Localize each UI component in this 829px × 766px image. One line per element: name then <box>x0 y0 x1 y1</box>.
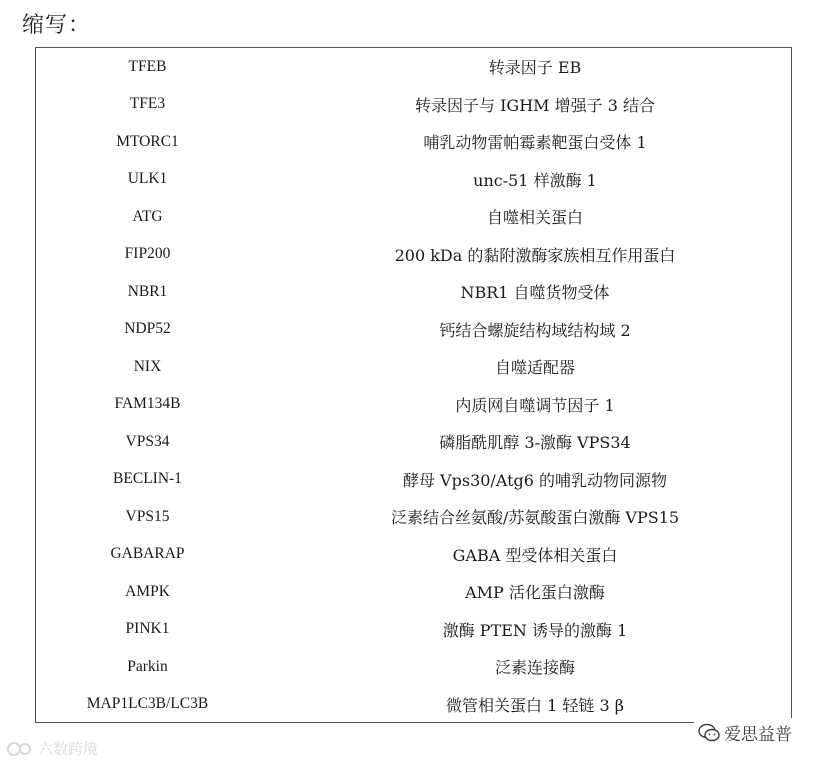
abbreviation-cell: FAM134B <box>114 395 181 412</box>
abbreviation-cell: ULK1 <box>127 170 168 187</box>
full-name-cell: 200 kDa 的黏附激酶家族相互作用蛋白 <box>394 245 676 265</box>
watermark-right <box>694 718 796 747</box>
full-name-cell: 激酶 PTEN 诱导的激酶 1 <box>442 620 628 640</box>
full-name-cell: 泛素连接酶 <box>494 658 575 677</box>
full-name-cell: 自噬适配器 <box>494 358 575 377</box>
abbreviation-cell: NBR1 <box>127 282 168 300</box>
table-row <box>36 123 791 160</box>
table-row <box>36 686 791 723</box>
full-name-cell: 钙结合螺旋结构域结构域 2 <box>439 320 631 340</box>
table-row <box>36 386 791 423</box>
full-name-cell: 转录因子 EB <box>488 58 582 77</box>
table-row <box>36 461 791 498</box>
table-row <box>36 86 791 123</box>
table-row <box>36 611 791 648</box>
table-row <box>36 423 791 460</box>
table-row <box>36 648 791 685</box>
abbreviation-cell: TFEB <box>128 57 167 75</box>
watermark-right-text: 爱思益普 <box>724 725 792 745</box>
full-name-cell: AMP 活化蛋白激酶 <box>465 583 605 602</box>
full-name-cell: 哺乳动物雷帕霉素靶蛋白受体 1 <box>423 133 647 152</box>
watermark-logo-icon <box>6 741 34 757</box>
abbreviation-table <box>35 47 792 723</box>
abbreviation-cell: PINK1 <box>125 620 170 637</box>
abbreviation-cell: MTORC1 <box>116 132 179 150</box>
full-name-cell: GABA 型受体相关蛋白 <box>452 545 618 565</box>
abbreviation-cell: TFE3 <box>129 95 166 112</box>
abbreviation-cell: GABARAP <box>110 545 185 562</box>
full-name-cell: 转录因子与 IGHM 增强子 3 结合 <box>415 95 655 115</box>
abbreviation-cell: NDP52 <box>124 320 171 337</box>
full-name-cell: 泛素结合丝氨酸/苏氨酸蛋白激酶 VPS15 <box>390 508 680 527</box>
abbreviation-cell: FIP200 <box>124 245 171 262</box>
table-row <box>36 48 791 85</box>
table-row <box>36 498 791 535</box>
full-name-cell: NBR1 自噬货物受体 <box>460 283 610 302</box>
abbreviation-cell: VPS34 <box>125 432 170 450</box>
table-row <box>36 161 791 198</box>
table-row <box>36 348 791 385</box>
abbreviation-cell: ATG <box>132 207 163 225</box>
page-heading: 缩写： <box>22 13 92 38</box>
abbreviation-cell: AMPK <box>125 582 170 600</box>
table-row <box>36 573 791 610</box>
table-row <box>36 236 791 273</box>
full-name-cell: unc-51 样激酶 1 <box>473 170 597 190</box>
full-name-cell: 内质网自噬调节因子 1 <box>455 395 615 415</box>
abbreviation-cell: BECLIN-1 <box>113 470 182 487</box>
table-row <box>36 311 791 348</box>
full-name-cell: 微管相关蛋白 1 轻链 3 β <box>446 695 624 715</box>
full-name-cell: 磷脂酰肌醇 3-激酶 VPS34 <box>439 433 631 452</box>
full-name-cell: 酵母 Vps30/Atg6 的哺乳动物同源物 <box>402 470 668 490</box>
abbreviation-cell: MAP1LC3B/LC3B <box>86 695 209 712</box>
table-row <box>36 536 791 573</box>
full-name-cell: 自噬相关蛋白 <box>486 208 583 227</box>
wechat-icon <box>698 723 720 743</box>
watermark-left-text: 六数跨境 <box>38 740 99 758</box>
abbreviation-cell: Parkin <box>127 657 168 675</box>
abbreviation-cell: VPS15 <box>125 507 170 525</box>
watermark-left <box>6 738 98 759</box>
table-row <box>36 273 791 310</box>
table-row <box>36 198 791 235</box>
abbreviation-cell: NIX <box>133 357 162 375</box>
